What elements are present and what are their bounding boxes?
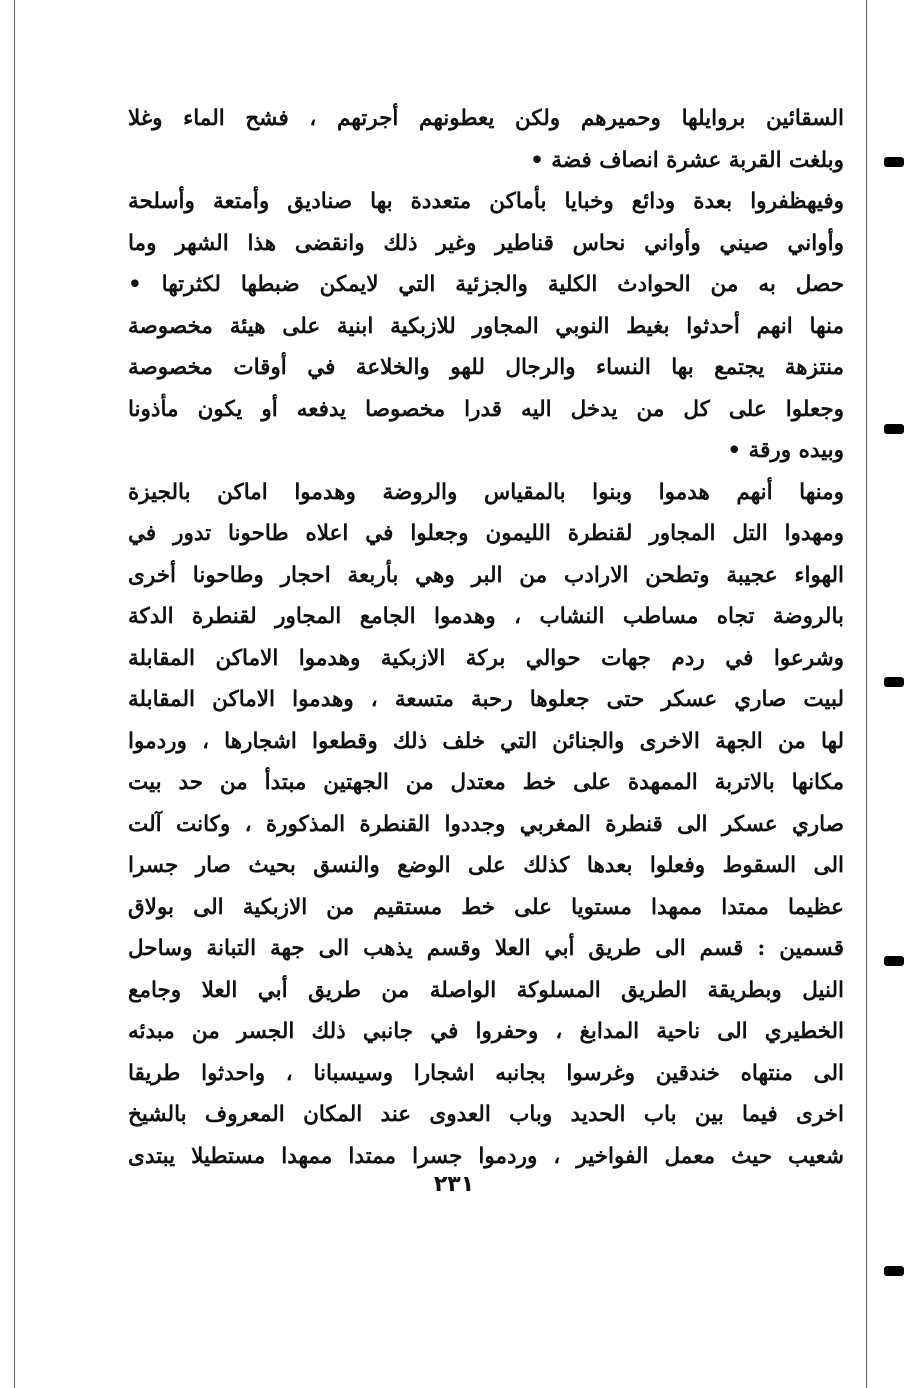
text-line: بالروضة تجاه مساطب النشاب ، وهدموا الجامع المجاور لقنطرة الدكة <box>128 604 844 629</box>
binding-mark <box>884 424 904 434</box>
text-line: وأواني صيني وأواني نحاس قناطير وغير ذلك وانقضى هذا الشهر وما <box>128 230 844 256</box>
left-margin-line <box>14 0 15 1388</box>
text-line: عظيما ممتدا ممهدا مستويا على خط مستقيم من الازبكية الى بولاق <box>128 894 844 920</box>
binding-mark <box>884 956 904 966</box>
text-line: وشرعوا في ردم جهات حوالي بركة الازبكية وهدموا الاماكن المقابلة <box>128 645 844 671</box>
text-line: الى السقوط وفعلوا بعدها كذلك على الوضع والنسق بحيث صار جسرا <box>128 853 844 878</box>
text-line: وبيده ورقة • <box>727 438 844 463</box>
page-number: ٢٣١ <box>433 1172 475 1197</box>
right-margin-line <box>866 0 867 1388</box>
body-text <box>128 98 844 1177</box>
text-line: شعيب حيث معمل الفواخير ، وردموا جسرا ممتدا ممهدا مستطيلا يبتدى <box>128 1143 844 1169</box>
text-line: الهواء عجيبة وتطحن الارادب من البر وهي بأربعة احجار وطاحونا أخرى <box>128 562 844 588</box>
binding-mark <box>884 677 904 687</box>
text-line: ومنها أنهم هدموا وبنوا بالمقياس والروضة وهدموا اماكن بالجيزة <box>128 479 844 505</box>
text-line: النيل وبطريقة الطريق المسلوكة الواصلة من طريق أبي العلا وجامع <box>128 977 844 1003</box>
text-line: منتزهة يجتمع بها النساء والرجال للهو والخلاعة في أوقات مخصوصة <box>128 355 844 380</box>
text-line: قسمين : قسم الى طريق أبي العلا وقسم يذهب الى جهة التبانة وساحل <box>128 936 844 961</box>
text-line: مكانها بالاتربة الممهدة على خط معتدل من الجهتين مبتدأ من حد بيت <box>128 770 844 795</box>
text-line: حصل به من الحوادث الكلية والجزئية التي لايمكن ضبطها لكثرتها • <box>128 272 844 297</box>
text-line: وفيهظفروا بعدة ودائع وخبايا بأماكن متعددة بها صناديق وأمتعة وأسلحة <box>128 189 844 214</box>
text-line: لها من الجهة الاخرى والجنائن التي خلف ذلك وقطعوا اشجارها ، وردموا <box>128 728 844 754</box>
binding-mark <box>884 157 904 167</box>
text-line: صاري عسكر الى قنطرة المغربي وجددوا القنطرة المذكورة ، وكانت آلت <box>128 811 844 837</box>
text-line: وجعلوا على كل من يدخل اليه قدرا مخصوصا يدفعه أو يكون مأذونا <box>128 396 844 422</box>
text-line: لبيت صاري عسكر حتى جعلوها رحبة متسعة ، وهدموا الاماكن المقابلة <box>128 687 844 712</box>
text-line: اخرى فيما بين باب الحديد وباب العدوى عند المكان المعروف بالشيخ <box>128 1102 844 1127</box>
text-line: الى منتهاه خندقين وغرسوا بجانبه اشجارا وسيسبانا ، واحدثوا طريقا <box>128 1060 844 1086</box>
binding-mark <box>884 1266 904 1276</box>
text-line: ومهدوا التل المجاور لقنطرة الليمون وجعلوا في اعلاه طاحونا تدور في <box>128 521 844 546</box>
text-line: الخطيري الى ناحية المدابغ ، وحفروا في جانبي ذلك الجسر من مبدئه <box>128 1019 844 1044</box>
text-line: منها انهم أحدثوا بغيط النوبي المجاور للازبكية ابنية على هيئة مخصوصة <box>128 313 844 339</box>
text-line: السقائين بروايلها وحميرهم ولكن يعطونهم أجرتهم ، فشح الماء وغلا <box>128 106 844 131</box>
text-line: وبلغت القربة عشرة انصاف فضة • <box>530 147 844 173</box>
